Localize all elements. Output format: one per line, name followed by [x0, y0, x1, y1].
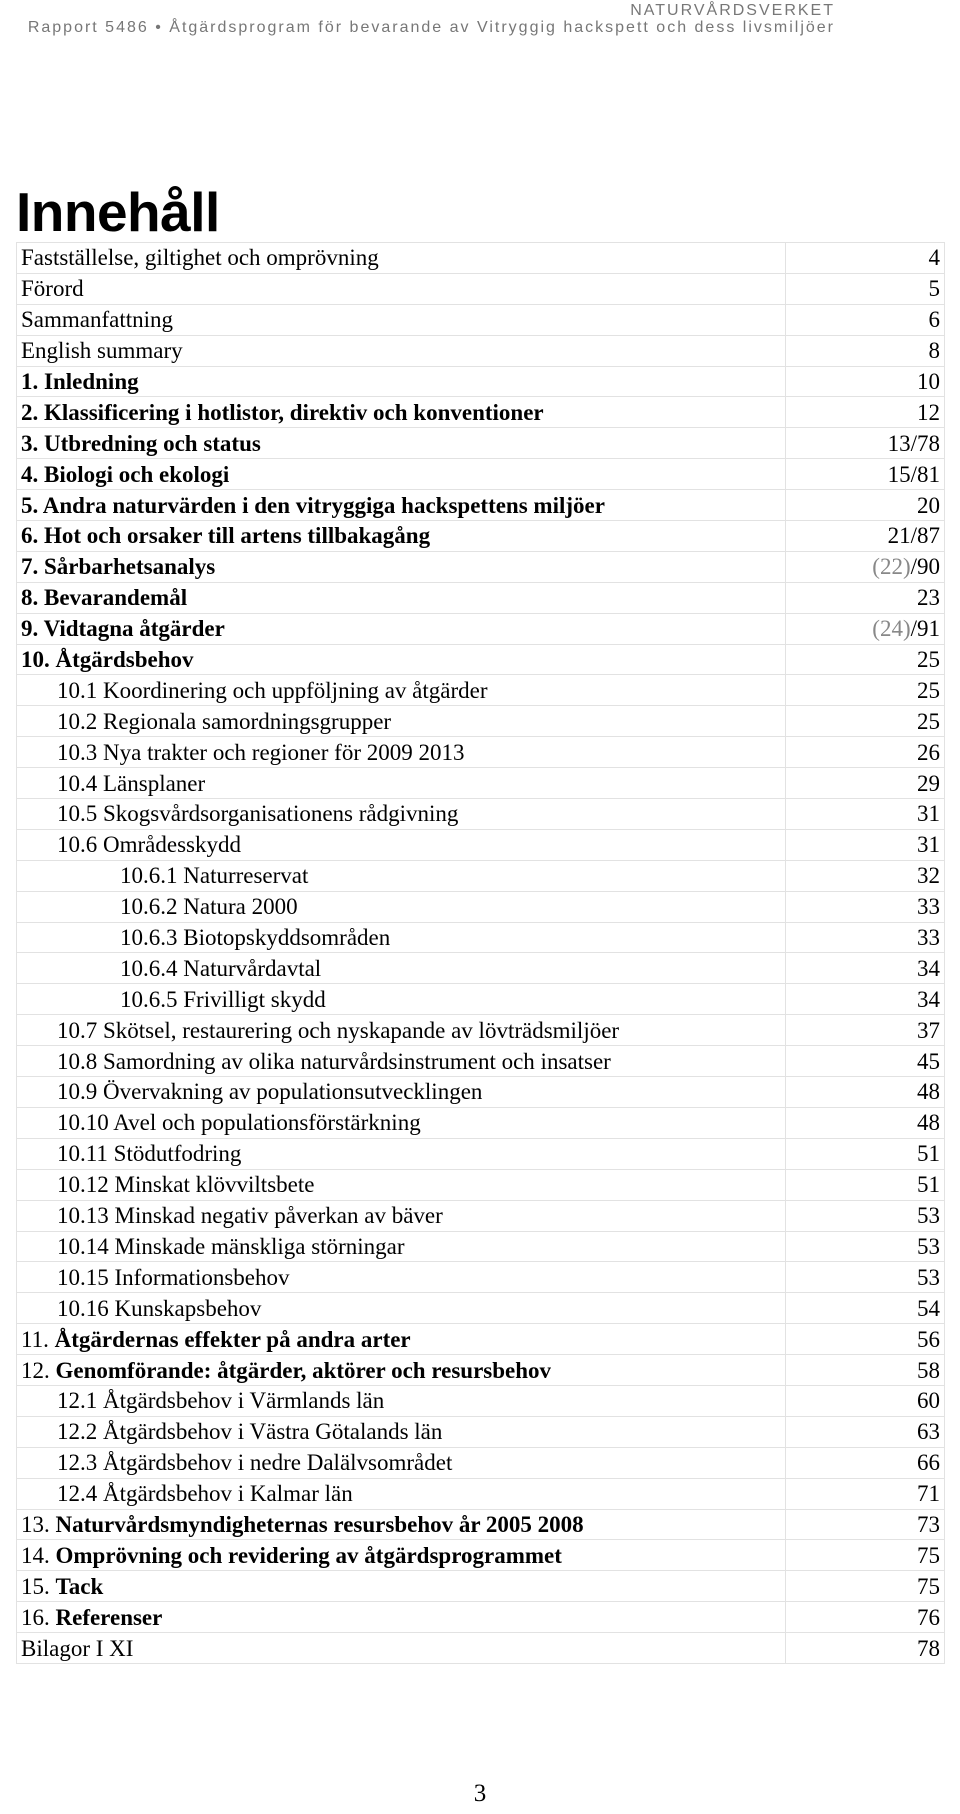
toc-label	[17, 1602, 786, 1633]
toc-label	[17, 366, 786, 397]
toc-page: 8	[786, 335, 945, 366]
toc-label: 10.9 Övervakning av populationsutvecklingen	[17, 1077, 786, 1108]
toc-row[interactable]	[17, 551, 945, 582]
toc-label: 10.3 Nya trakter och regioner för 2009 2013	[17, 737, 786, 768]
page-title: Innehåll	[16, 180, 220, 243]
toc-row[interactable]	[17, 1416, 945, 1447]
toc-page: 53	[786, 1200, 945, 1231]
toc-page: 78	[786, 1633, 945, 1664]
toc-label: 10.12 Minskat klövviltsbete	[17, 1169, 786, 1200]
toc-label	[17, 1540, 786, 1571]
toc-row[interactable]	[17, 1509, 945, 1540]
toc-number: 12.	[21, 1357, 50, 1383]
toc-label	[17, 551, 786, 582]
toc-page: 66	[786, 1447, 945, 1478]
toc-label: 10.6.2 Natura 2000	[17, 891, 786, 922]
toc-label: 10.14 Minskade mänskliga störningar	[17, 1231, 786, 1262]
toc-page: 6	[786, 304, 945, 335]
toc-row[interactable]	[17, 273, 945, 304]
toc-page: 31	[786, 799, 945, 830]
toc-page: 13/78	[786, 428, 945, 459]
toc-label: 10.16 Kunskapsbehov	[17, 1293, 786, 1324]
toc-page: 33	[786, 922, 945, 953]
toc-page: 25	[786, 644, 945, 675]
toc-label	[17, 521, 786, 552]
toc-number: 2.	[21, 399, 39, 425]
toc-page: 34	[786, 953, 945, 984]
toc-row[interactable]	[17, 1324, 945, 1355]
toc-row[interactable]	[17, 1231, 945, 1262]
toc-label: 12.1 Åtgärdsbehov i Värmlands län	[17, 1385, 786, 1416]
toc-row[interactable]	[17, 1293, 945, 1324]
toc-page: 71	[786, 1478, 945, 1509]
toc-page: 45	[786, 1046, 945, 1077]
toc-page: 32	[786, 860, 945, 891]
toc-page: 53	[786, 1262, 945, 1293]
toc-row[interactable]	[17, 644, 945, 675]
toc-page: 75	[786, 1571, 945, 1602]
toc-row[interactable]	[17, 984, 945, 1015]
toc-page: 51	[786, 1138, 945, 1169]
toc-number: 4.	[21, 461, 39, 487]
toc-row[interactable]	[17, 860, 945, 891]
toc-row[interactable]	[17, 891, 945, 922]
toc-title: Vidtagna åtgärder	[43, 616, 225, 642]
toc-number: 5.	[21, 492, 39, 518]
toc-row[interactable]	[17, 1385, 945, 1416]
toc-label: 10.4 Länsplaner	[17, 768, 786, 799]
toc-page: 54	[786, 1293, 945, 1324]
toc-row[interactable]	[17, 1262, 945, 1293]
toc-page: 37	[786, 1015, 945, 1046]
toc-number: 6.	[21, 523, 39, 549]
toc-row[interactable]	[17, 1540, 945, 1571]
toc-number: 14.	[21, 1542, 50, 1568]
toc-number: 13.	[21, 1511, 50, 1537]
toc-number: 10.	[21, 647, 50, 673]
toc-row[interactable]	[17, 1355, 945, 1386]
toc-row[interactable]	[17, 675, 945, 706]
toc-row[interactable]	[17, 582, 945, 613]
toc-page: 48	[786, 1107, 945, 1138]
toc-label: 10.11 Stödutfodring	[17, 1138, 786, 1169]
toc-row[interactable]	[17, 490, 945, 521]
toc-row[interactable]	[17, 799, 945, 830]
toc-label: 10.7 Skötsel, restaurering och nyskapande av lövträdsmiljöer	[17, 1015, 786, 1046]
report-subtitle: Rapport 5486 • Åtgärdsprogram för bevarande av Vitryggig hackspett och dess livsmiljöer	[27, 19, 835, 36]
toc-page: 31	[786, 829, 945, 860]
toc-label: 10.15 Informationsbehov	[17, 1262, 786, 1293]
toc-number: 3.	[21, 430, 39, 456]
toc-page: 23	[786, 582, 945, 613]
toc-number: 11.	[21, 1326, 49, 1352]
page-number: 3	[473, 1780, 487, 1807]
toc-row[interactable]	[17, 1169, 945, 1200]
toc-page	[786, 551, 945, 582]
toc-row[interactable]	[17, 243, 945, 274]
toc-number: 15.	[21, 1573, 50, 1599]
toc-page: 56	[786, 1324, 945, 1355]
toc-page: 76	[786, 1602, 945, 1633]
toc-row[interactable]	[17, 521, 945, 552]
toc-page: 48	[786, 1077, 945, 1108]
toc-page: 60	[786, 1385, 945, 1416]
toc-label	[17, 644, 786, 675]
toc-label: Fastställelse, giltighet och omprövning	[17, 243, 786, 274]
toc-title: Åtgärdernas effekter på andra arter	[54, 1326, 411, 1352]
toc-row[interactable]	[17, 706, 945, 737]
toc-row[interactable]	[17, 1200, 945, 1231]
toc-page: 21/87	[786, 521, 945, 552]
toc-label	[17, 1571, 786, 1602]
toc-row[interactable]	[17, 1015, 945, 1046]
toc-page: 20	[786, 490, 945, 521]
toc-title: Referenser	[55, 1604, 163, 1630]
toc-page-paren: (22)	[872, 554, 911, 580]
toc-title: Bevarandemål	[44, 585, 188, 611]
toc-page: 29	[786, 768, 945, 799]
toc-table	[16, 242, 945, 1664]
toc-row[interactable]	[17, 304, 945, 335]
toc-label: 10.8 Samordning av olika naturvårdsinstrument och insatser	[17, 1046, 786, 1077]
toc-label	[17, 1324, 786, 1355]
toc-row[interactable]	[17, 397, 945, 428]
toc-row[interactable]	[17, 428, 945, 459]
toc-page: 5	[786, 273, 945, 304]
toc-title: Sårbarhetsanalys	[44, 554, 216, 580]
toc-label: 10.2 Regionala samordningsgrupper	[17, 706, 786, 737]
toc-row[interactable]	[17, 1571, 945, 1602]
toc-label: 10.10 Avel och populationsförstärkning	[17, 1107, 786, 1138]
toc-row[interactable]	[17, 459, 945, 490]
toc-label	[17, 397, 786, 428]
toc-label: 12.3 Åtgärdsbehov i nedre Dalälvsområdet	[17, 1447, 786, 1478]
toc-label	[17, 582, 786, 613]
toc-page: 73	[786, 1509, 945, 1540]
toc-row[interactable]	[17, 366, 945, 397]
toc-page: 33	[786, 891, 945, 922]
toc-row[interactable]	[17, 1447, 945, 1478]
toc-page: 12	[786, 397, 945, 428]
toc-title: Hot och orsaker till artens tillbakagång	[44, 523, 431, 549]
toc-page: 25	[786, 706, 945, 737]
toc-row[interactable]	[17, 737, 945, 768]
toc-page-rest: /90	[910, 554, 940, 580]
toc-row[interactable]	[17, 1107, 945, 1138]
toc-title: Naturvårdsmyndigheternas resursbehov år 2005 2008	[55, 1511, 584, 1537]
toc-number: 16.	[21, 1604, 50, 1630]
toc-label: 10.13 Minskad negativ påverkan av bäver	[17, 1200, 786, 1231]
toc-page-rest: /91	[910, 616, 940, 642]
toc-label	[17, 459, 786, 490]
toc-title: Omprövning och revidering av åtgärdsprogrammet	[55, 1542, 562, 1568]
toc-title: Åtgärdsbehov	[55, 647, 194, 673]
toc-page	[786, 613, 945, 644]
toc-row[interactable]	[17, 768, 945, 799]
toc-label	[17, 490, 786, 521]
toc-row[interactable]	[17, 922, 945, 953]
toc-page: 53	[786, 1231, 945, 1262]
toc-label: 10.5 Skogsvårdsorganisationens rådgivning	[17, 799, 786, 830]
toc-page: 4	[786, 243, 945, 274]
toc-row[interactable]	[17, 613, 945, 644]
toc-label: 10.6.4 Naturvårdavtal	[17, 953, 786, 984]
toc-row[interactable]	[17, 1077, 945, 1108]
toc-title: Biologi och ekologi	[44, 461, 230, 487]
toc-row[interactable]	[17, 953, 945, 984]
toc-page: 51	[786, 1169, 945, 1200]
toc-page: 34	[786, 984, 945, 1015]
toc-row[interactable]	[17, 1046, 945, 1077]
toc-label: 10.6.5 Frivilligt skydd	[17, 984, 786, 1015]
report-agency: NATURVÅRDSVERKET	[630, 2, 835, 19]
toc-label: Bilagor I XI	[17, 1633, 786, 1664]
toc-row[interactable]	[17, 1138, 945, 1169]
toc-label: 10.1 Koordinering och uppföljning av åtgärder	[17, 675, 786, 706]
toc-page: 63	[786, 1416, 945, 1447]
toc-title: Utbredning och status	[44, 430, 261, 456]
toc-title: Klassificering i hotlistor, direktiv och konventioner	[44, 399, 544, 425]
toc-label: 10.6.1 Naturreservat	[17, 860, 786, 891]
toc-row[interactable]	[17, 829, 945, 860]
toc-page: 15/81	[786, 459, 945, 490]
toc-number: 1.	[21, 369, 39, 394]
toc-label: English summary	[17, 335, 786, 366]
toc-label: 12.2 Åtgärdsbehov i Västra Götalands län	[17, 1416, 786, 1447]
toc-number: 8.	[21, 585, 39, 611]
toc-label: 10.6 Områdesskydd	[17, 829, 786, 860]
toc-number: 9.	[21, 616, 39, 642]
toc-page: 75	[786, 1540, 945, 1571]
toc-title: Inledning	[44, 369, 139, 394]
toc-label	[17, 1355, 786, 1386]
toc-label	[17, 1509, 786, 1540]
toc-page: 26	[786, 737, 945, 768]
toc-page: 10	[786, 366, 945, 397]
toc-number: 7.	[21, 554, 39, 580]
toc-label: Förord	[17, 273, 786, 304]
toc-label	[17, 428, 786, 459]
toc-label: Sammanfattning	[17, 304, 786, 335]
toc-label: 10.6.3 Biotopskyddsområden	[17, 922, 786, 953]
toc-title: Genomförande: åtgärder, aktörer och resursbehov	[55, 1357, 552, 1383]
toc-row[interactable]	[17, 1602, 945, 1633]
toc-row[interactable]	[17, 335, 945, 366]
toc-row[interactable]	[17, 1633, 945, 1664]
toc-row[interactable]	[17, 1478, 945, 1509]
toc-title: Andra naturvärden i den vitryggiga hackspettens miljöer	[42, 492, 605, 518]
toc-title: Tack	[55, 1573, 104, 1599]
toc-label	[17, 613, 786, 644]
toc-label: 12.4 Åtgärdsbehov i Kalmar län	[17, 1478, 786, 1509]
toc-page-paren: (24)	[872, 616, 911, 642]
toc-page: 58	[786, 1355, 945, 1386]
toc-page: 25	[786, 675, 945, 706]
